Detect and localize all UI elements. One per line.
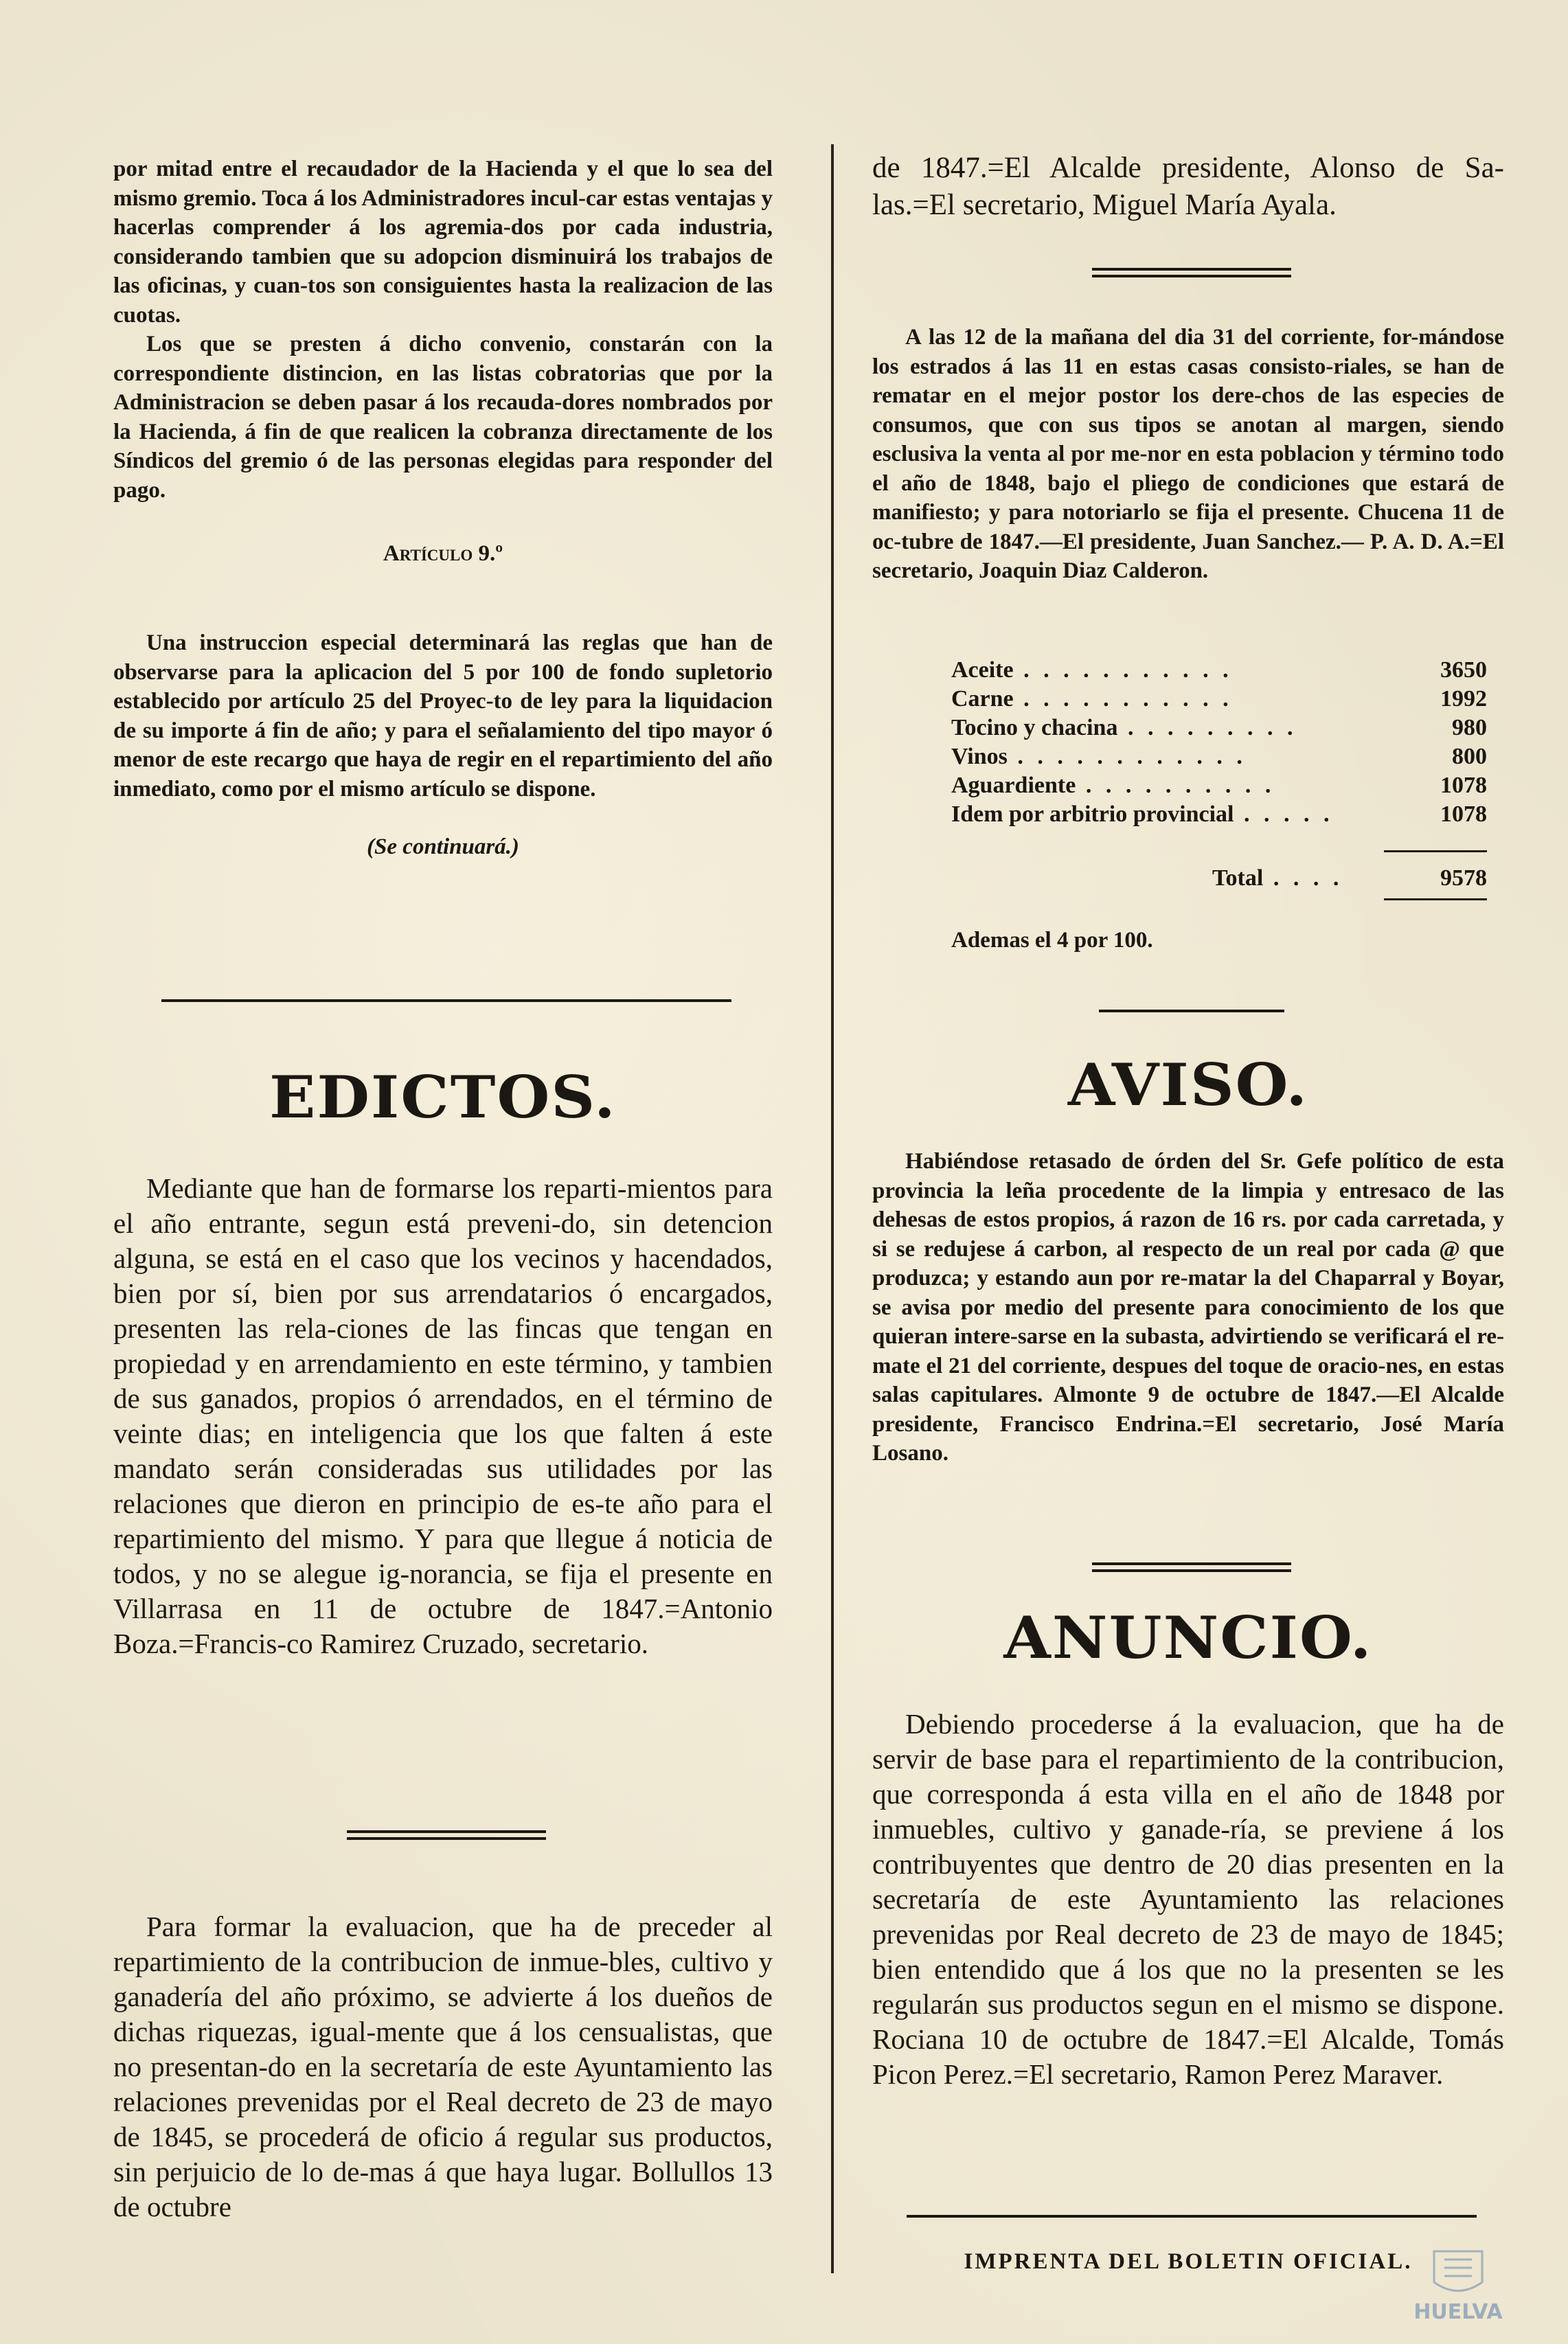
- consumo-value: 1078: [1440, 801, 1487, 827]
- consumos-table: [951, 656, 1487, 829]
- seal-text: HUELVA: [1413, 2300, 1503, 2324]
- right-continuation-text: de 1847.=El Alcalde presidente, Alonso de Sa-las.=El secretario, Miguel María Ayala.: [872, 152, 1504, 221]
- separator-rule-right-3: [1092, 1562, 1291, 1576]
- consumo-value: 800: [1452, 744, 1487, 769]
- consumo-value: 1078: [1440, 773, 1487, 798]
- consumo-value: 1992: [1440, 686, 1487, 712]
- column-divider: [831, 144, 834, 2273]
- aviso-block: [872, 1147, 1504, 1468]
- edicto-2-text: Para formar la evaluacion, que ha de preceder al repartimiento de la contribucion de inmue-bles, cultivo y ganadería del año próximo, se advierte á los dueños de dichas riquezas, igual-mente que á los censualistas, que no presentan-do en la secretaría de este Ayuntamiento las relaciones prevenidas por el Real decreto de 23 de mayo de 1845, se procederá de oficio á regular sus productos, sin perjuicio de lo de-mas á que haya lugar. Bollullos 13 de octubre: [113, 1911, 773, 2222]
- consumo-item: Tocino y chacina: [951, 715, 1118, 740]
- aviso-text: Habiéndose retasado de órden del Sr. Gefe político de esta provincia la leña procedente de la limpia y entresaco de las dehesas de estos propios, á razon de 16 rs. por cada carretada, y si se redujese á carbon, al respecto de un real por cada @ que produzca; y estando aun por re-matar la del Chaparral y Boyar, se avisa por medio del presente para conocimiento de los que quieran intere-sarse en la subasta, advirtiendo se verificará el re-mate el 21 del corriente, despues del toque de oracio-nes, en estas salas capitulares. Almonte 9 de octubre de 1847.—El Alcalde presidente, Francisco Endrina.=El secretario, José María Losano.: [872, 1149, 1504, 1466]
- anuncio-block: [872, 1707, 1504, 2092]
- consumo-value: 980: [1452, 715, 1487, 740]
- article-heading: Artículo 9.º: [383, 541, 503, 566]
- continued-note: (Se continuará.): [367, 834, 519, 859]
- section-rule: [161, 999, 731, 1002]
- consumo-item: Vinos: [951, 744, 1008, 769]
- anuncio-title: ANUNCIO.: [1003, 1604, 1373, 1672]
- edicto-1: [113, 1171, 773, 1661]
- consumo-item: Aguardiente: [951, 773, 1076, 798]
- imprint-text: IMPRENTA DEL BOLETIN OFICIAL.: [964, 2249, 1413, 2274]
- table-row: Aguardiente . . . . . . . . . . 1078: [951, 771, 1487, 800]
- remate-block: [872, 323, 1504, 586]
- consumo-item: Idem por arbitrio provincial: [951, 801, 1234, 827]
- archive-seal-icon: [1386, 2244, 1530, 2327]
- table-row: Vinos . . . . . . . . . . . . 800: [951, 742, 1487, 771]
- total-row: Total . . . . 9578: [1212, 864, 1487, 893]
- sum-rule-bottom: [1384, 898, 1487, 900]
- table-row: Tocino y chacina . . . . . . . . . 980: [951, 714, 1487, 742]
- table-row: Carne . . . . . . . . . . . 1992: [951, 685, 1487, 714]
- separator-rule-right-1: [1092, 268, 1291, 282]
- edicto-1-text: Mediante que han de formarse los reparti-mientos para el año entrante, segun está preveni-do, sin detencion alguna, se está en el caso que los vecinos y hacendados, bien por sí, bien por sus arrendatarios ó encargados, presenten las rela-ciones de las fincas que tengan en propiedad y en arrendamiento en este término, y tambien de sus ganados, propios ó arrendados, en el término de veinte dias; en inteligencia que los que falten á este mandato serán consideradas sus utilidades por las relaciones que dieron en principio de es-te año para el repartimiento del mismo. Y para que llegue á noticia de todos, y no se alegue ig-norancia, se fija el presente en Villarrasa en 11 de octubre de 1847.=Antonio Boza.=Francis-co Ramirez Cruzado, secretario.: [113, 1172, 773, 1659]
- total-value: 9578: [1440, 865, 1487, 891]
- aviso-title: AVISO.: [1067, 1051, 1309, 1119]
- article-text: Una instruccion especial determinará las reglas que han de observarse para la aplicacion del 5 por 100 de fondo supletorio establecido por artículo 25 del Proyec-to de ley para la liquidacion de su importe á fin de año; y para el señalamiento del tipo mayor ó menor de este recargo que haya de regir en el repartimiento del año inmediato, como por el mismo artículo se dispone.: [113, 630, 773, 801]
- ademas-block: [951, 926, 1568, 955]
- remate-text: A las 12 de la mañana del dia 31 del corriente, for-mándose los estrados á las 11 en estas casas consisto-riales, se han de rematar en el mejor postor los dere-chos de las especies de consumos, que con sus tipos se anotan al margen, siendo esclusiva la venta al por me-nor en esta poblacion y término todo el año de 1848, bajo el pliego de condiciones que estará de manifiesto; y para notoriarlo se fija el presente. Chucena 11 de oc-tubre de 1847.—El presidente, Juan Sanchez.— P. A. D. A.=El secretario, Joaquin Diaz Calderon.: [872, 325, 1504, 583]
- total-label: Total: [1212, 865, 1264, 891]
- right-continuation: [872, 150, 1504, 224]
- anuncio-text: Debiendo procederse á la evaluacion, que ha de servir de base para el repartimiento de la contribucion, que corresponda á esta villa en el año de 1848 por inmuebles, cultivo y ganade-ría, se previene á los contribuyentes que dentro de 20 dias presenten en la secretaría de este Ayuntamiento las relaciones prevenidas por Real decreto de 23 de mayo de 1845; bien entendido que á los que no la presenten se les regularán sus productos segun en el mismo se dispone. Rociana 10 de octubre de 1847.=El Alcalde, Tomás Picon Perez.=El secretario, Ramon Perez Maraver.: [872, 1708, 1504, 2090]
- consumos-table-block: [951, 656, 1487, 829]
- consumo-item: Carne: [951, 686, 1014, 712]
- convenio-paragraph: Los que se presten á dicho convenio, constarán con la correspondiente distincion, en las listas cobratorias que por la Administracion se deben pasar á los recauda-dores nombrados por la Hacienda, á fin de que realicen la cobranza directamente de los Síndicos del gremio ó de las personas elegidas para responder del pago.: [113, 332, 773, 503]
- edictos-header: [113, 1063, 773, 1131]
- table-row: Aceite . . . . . . . . . . . 3650: [951, 656, 1487, 685]
- aviso-header: [872, 1051, 1504, 1119]
- footer-rule: [907, 2215, 1477, 2218]
- separator-rule-right-2: [1099, 1010, 1284, 1012]
- table-row: Idem por arbitrio provincial . . . . . 1078: [951, 800, 1487, 829]
- continuation-paragraph: por mitad entre el recaudador de la Hacienda y el que lo sea del mismo gremio. Toca á los Administradores incul-car estas ventajas y hacerlas comprender á los agremia-dos por cada industria, considerando tambien que su adopcion disminuirá los trabajos de las oficinas, y cuan-tos son consiguientes hasta la realizacion de las cuotas.: [113, 157, 773, 328]
- edicto-2: [113, 1909, 773, 2224]
- article-text-block: [113, 628, 773, 862]
- article-block: [113, 539, 773, 569]
- ademas-text: Ademas el 4 por 100.: [951, 928, 1153, 953]
- anuncio-header: [872, 1604, 1504, 1672]
- consumo-item: Aceite: [951, 657, 1014, 683]
- edictos-title: EDICTOS.: [269, 1063, 617, 1131]
- sum-rule: [1384, 850, 1487, 852]
- left-continuation: [113, 155, 773, 505]
- consumo-value: 3650: [1440, 657, 1487, 683]
- separator-rule: [347, 1830, 546, 1844]
